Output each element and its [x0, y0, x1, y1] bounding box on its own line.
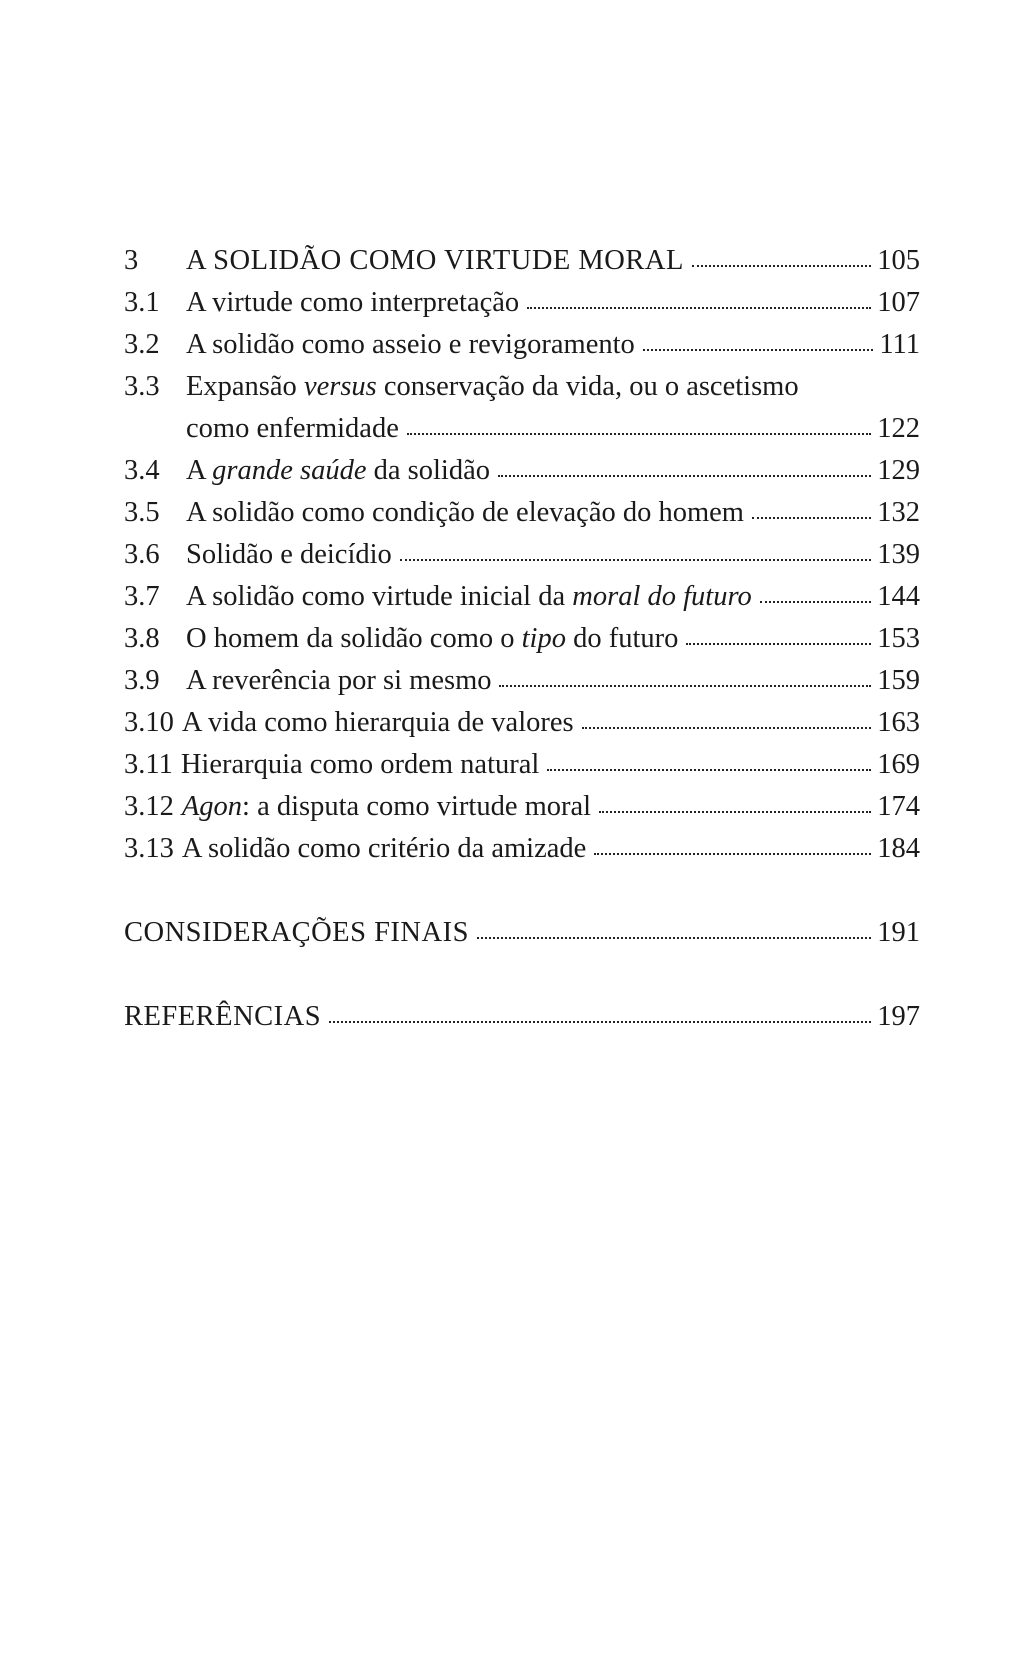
entry-number: 3.3	[124, 371, 160, 402]
dot-leader	[329, 1021, 871, 1023]
entry-page: 105	[877, 245, 920, 276]
dot-leader	[527, 307, 871, 309]
entry-title	[186, 450, 490, 492]
dot-leader	[498, 475, 871, 477]
entry-page: 144	[877, 581, 920, 612]
entry-number: 3.12	[124, 791, 174, 822]
entry-page: 153	[877, 623, 920, 654]
toc-entry-chapter-3[interactable]	[124, 240, 920, 282]
entry-title-part: : a disputa como virtude moral	[242, 791, 592, 822]
dot-leader	[686, 643, 871, 645]
entry-number: 3.2	[124, 329, 160, 360]
toc-entry-3-11[interactable]	[124, 744, 920, 786]
entry-title-part: A	[186, 455, 213, 486]
entry-title	[186, 576, 752, 618]
entry-page: 197	[877, 1001, 920, 1032]
table-of-contents	[124, 240, 920, 1038]
entry-title	[182, 786, 591, 828]
toc-entry-3-3[interactable]	[124, 366, 920, 408]
entry-number: 3.5	[124, 497, 160, 528]
dot-leader	[594, 853, 871, 855]
entry-page: 129	[877, 455, 920, 486]
entry-title-italic: versus	[303, 371, 377, 402]
dot-leader	[599, 811, 871, 813]
dot-leader	[477, 937, 871, 939]
entry-title: A reverência por si mesmo	[186, 665, 492, 696]
entry-title-part: A solidão como virtude inicial da	[186, 581, 573, 612]
entry-title: A virtude como interpretação	[186, 287, 520, 318]
entry-number: 3.8	[124, 623, 160, 654]
entry-number: 3.11	[124, 749, 173, 780]
dot-leader	[400, 559, 871, 561]
toc-entry-3-2[interactable]	[124, 324, 920, 366]
toc-entry-3-8[interactable]	[124, 618, 920, 660]
toc-entry-3-1[interactable]	[124, 282, 920, 324]
toc-entry-3-12[interactable]	[124, 786, 920, 828]
toc-entry-3-4[interactable]	[124, 450, 920, 492]
entry-page: 132	[877, 497, 920, 528]
entry-title: A solidão como critério da amizade	[181, 833, 587, 864]
toc-entry-3-6[interactable]	[124, 534, 920, 576]
entry-page: 122	[877, 413, 920, 444]
spacer	[124, 870, 920, 912]
entry-title: REFERÊNCIAS	[124, 1001, 322, 1032]
toc-entry-3-7[interactable]	[124, 576, 920, 618]
entry-title: A vida como hierarquia de valores	[181, 707, 574, 738]
dot-leader	[547, 769, 871, 771]
entry-number: 3	[124, 245, 139, 276]
entry-title	[186, 366, 799, 408]
dot-leader	[692, 265, 871, 267]
entry-title: A solidão como condição de elevação do homem	[186, 497, 744, 528]
entry-page: 159	[877, 665, 920, 696]
entry-page: 174	[877, 791, 920, 822]
entry-number: 3.6	[124, 539, 160, 570]
dot-leader	[582, 727, 872, 729]
entry-number: 3.9	[124, 665, 160, 696]
entry-number: 3.10	[124, 707, 174, 738]
entry-page: 191	[877, 917, 920, 948]
entry-page: 111	[879, 329, 920, 360]
entry-title: CONSIDERAÇÕES FINAIS	[124, 917, 469, 948]
entry-page: 163	[877, 707, 920, 738]
entry-title-italic: moral do futuro	[572, 581, 752, 612]
entry-number: 3.7	[124, 581, 160, 612]
dot-leader	[499, 685, 871, 687]
entry-title: Hierarquia como ordem natural	[180, 749, 540, 780]
entry-title	[186, 618, 678, 660]
entry-title: A SOLIDÃO COMO VIRTUDE MORAL	[186, 245, 684, 276]
spacer	[124, 954, 920, 996]
entry-number: 3.13	[124, 833, 174, 864]
entry-title: A solidão como asseio e revigoramento	[186, 329, 635, 360]
toc-entry-3-10[interactable]	[124, 702, 920, 744]
entry-title-part: do futuro	[565, 623, 679, 654]
entry-title-italic: tipo	[521, 623, 566, 654]
entry-title-part: Expansão	[186, 371, 304, 402]
toc-entry-3-3-continuation[interactable]	[124, 408, 920, 450]
entry-title-italic: Agon	[181, 791, 243, 822]
toc-entry-3-9[interactable]	[124, 660, 920, 702]
entry-number: 3.1	[124, 287, 160, 318]
entry-title-part: da solidão	[366, 455, 490, 486]
entry-number: 3.4	[124, 455, 160, 486]
entry-title-part: conservação da vida, ou o ascetismo	[376, 371, 799, 402]
toc-entry-final-considerations[interactable]	[124, 912, 920, 954]
toc-entry-3-5[interactable]	[124, 492, 920, 534]
entry-page: 107	[877, 287, 920, 318]
toc-entry-3-13[interactable]	[124, 828, 920, 870]
entry-title-italic: grande saúde	[212, 455, 367, 486]
dot-leader	[643, 349, 874, 351]
entry-page: 184	[877, 833, 920, 864]
entry-title-line2: como enfermidade	[186, 413, 399, 444]
dot-leader	[760, 601, 872, 603]
entry-page: 139	[877, 539, 920, 570]
entry-page: 169	[877, 749, 920, 780]
entry-title-part: O homem da solidão como o	[186, 623, 522, 654]
dot-leader	[752, 517, 871, 519]
dot-leader	[407, 433, 871, 435]
entry-title: Solidão e deicídio	[186, 539, 392, 570]
toc-entry-references[interactable]	[124, 996, 920, 1038]
